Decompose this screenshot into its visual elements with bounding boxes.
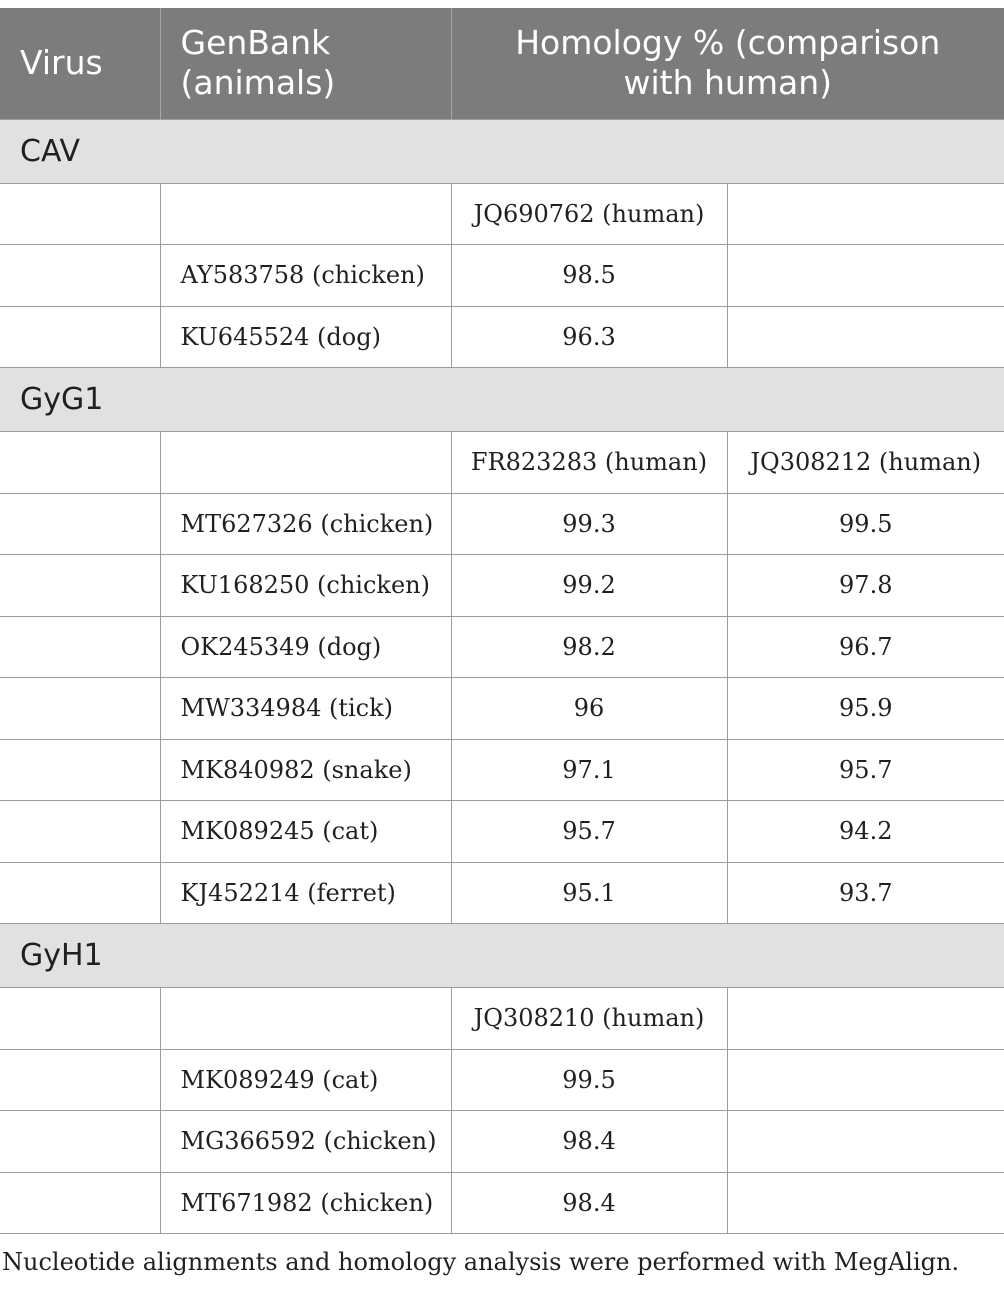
genbank-cell: MK089249 (cat) bbox=[160, 1049, 451, 1111]
genbank-cell: MK840982 (snake) bbox=[160, 739, 451, 801]
empty-cell bbox=[0, 1111, 160, 1173]
virus-group-row bbox=[0, 924, 1004, 988]
homology-value-cell bbox=[727, 1111, 1004, 1173]
table-row bbox=[0, 739, 1004, 801]
genbank-cell: MT671982 (chicken) bbox=[160, 1172, 451, 1234]
homology-column-header bbox=[451, 8, 1004, 119]
virus-group-name: GyG1 bbox=[0, 368, 1004, 432]
homology-value-cell: 98.2 bbox=[451, 616, 727, 678]
homology-table bbox=[0, 8, 1004, 1234]
empty-cell bbox=[0, 1049, 160, 1111]
empty-cell bbox=[160, 432, 451, 494]
reference-row bbox=[0, 988, 1004, 1050]
homology-value-cell: 97.8 bbox=[727, 555, 1004, 617]
reference-row bbox=[0, 432, 1004, 494]
table-row bbox=[0, 616, 1004, 678]
homology-value-cell: 96 bbox=[451, 678, 727, 740]
virus-group-name: GyH1 bbox=[0, 924, 1004, 988]
empty-cell bbox=[0, 739, 160, 801]
empty-cell bbox=[0, 988, 160, 1050]
reference-row bbox=[0, 183, 1004, 245]
virus-group-name: CAV bbox=[0, 119, 1004, 183]
genbank-cell: KJ452214 (ferret) bbox=[160, 862, 451, 924]
homology-value-cell: 99.5 bbox=[727, 493, 1004, 555]
homology-value-cell: 95.1 bbox=[451, 862, 727, 924]
table-row bbox=[0, 493, 1004, 555]
table-row bbox=[0, 555, 1004, 617]
empty-cell bbox=[0, 432, 160, 494]
table-header bbox=[0, 8, 1004, 119]
empty-cell bbox=[0, 245, 160, 307]
table-row bbox=[0, 1049, 1004, 1111]
human-reference-cell: FR823283 (human) bbox=[451, 432, 727, 494]
empty-cell bbox=[160, 988, 451, 1050]
homology-value-cell: 98.5 bbox=[451, 245, 727, 307]
homology-value-cell bbox=[727, 1049, 1004, 1111]
homology-value-cell: 99.2 bbox=[451, 555, 727, 617]
table-row bbox=[0, 306, 1004, 368]
empty-cell bbox=[0, 183, 160, 245]
empty-cell bbox=[160, 183, 451, 245]
genbank-cell: MK089245 (cat) bbox=[160, 801, 451, 863]
homology-value-cell: 95.9 bbox=[727, 678, 1004, 740]
empty-cell bbox=[0, 555, 160, 617]
homology-value-cell: 95.7 bbox=[727, 739, 1004, 801]
empty-cell bbox=[0, 493, 160, 555]
table-row bbox=[0, 1172, 1004, 1234]
homology-value-cell: 95.7 bbox=[451, 801, 727, 863]
empty-cell bbox=[0, 862, 160, 924]
homology-header-line-2: with human) bbox=[623, 63, 832, 103]
homology-value-cell: 99.3 bbox=[451, 493, 727, 555]
table-row bbox=[0, 801, 1004, 863]
empty-cell bbox=[0, 801, 160, 863]
homology-value-cell: 97.1 bbox=[451, 739, 727, 801]
homology-value-cell: 93.7 bbox=[727, 862, 1004, 924]
virus-group-row bbox=[0, 119, 1004, 183]
empty-cell bbox=[0, 306, 160, 368]
human-reference-cell bbox=[727, 183, 1004, 245]
table-footnote: Nucleotide alignments and homology analysis were performed with MegAlign. bbox=[2, 1248, 960, 1276]
homology-value-cell bbox=[727, 245, 1004, 307]
homology-value-cell bbox=[727, 306, 1004, 368]
genbank-cell: KU645524 (dog) bbox=[160, 306, 451, 368]
homology-value-cell bbox=[727, 1172, 1004, 1234]
genbank-header-line-2: (animals) bbox=[180, 63, 336, 103]
genbank-cell: OK245349 (dog) bbox=[160, 616, 451, 678]
genbank-cell: KU168250 (chicken) bbox=[160, 555, 451, 617]
homology-value-cell: 96.3 bbox=[451, 306, 727, 368]
table-row bbox=[0, 862, 1004, 924]
virus-group-row bbox=[0, 368, 1004, 432]
homology-value-cell: 98.4 bbox=[451, 1111, 727, 1173]
human-reference-cell: JQ308210 (human) bbox=[451, 988, 727, 1050]
table-row bbox=[0, 245, 1004, 307]
empty-cell bbox=[0, 616, 160, 678]
human-reference-cell bbox=[727, 988, 1004, 1050]
genbank-cell: AY583758 (chicken) bbox=[160, 245, 451, 307]
genbank-column-header bbox=[160, 8, 451, 119]
human-reference-cell: JQ308212 (human) bbox=[727, 432, 1004, 494]
homology-value-cell: 96.7 bbox=[727, 616, 1004, 678]
table-row bbox=[0, 678, 1004, 740]
empty-cell bbox=[0, 678, 160, 740]
homology-value-cell: 94.2 bbox=[727, 801, 1004, 863]
header-row bbox=[0, 8, 1004, 119]
table-row bbox=[0, 1111, 1004, 1173]
table-body bbox=[0, 119, 1004, 1234]
genbank-cell: MG366592 (chicken) bbox=[160, 1111, 451, 1173]
genbank-header-line-1: GenBank bbox=[180, 23, 331, 63]
empty-cell bbox=[0, 1172, 160, 1234]
human-reference-cell: JQ690762 (human) bbox=[451, 183, 727, 245]
homology-header-line-1: Homology % (comparison bbox=[515, 23, 941, 63]
genbank-cell: MW334984 (tick) bbox=[160, 678, 451, 740]
homology-value-cell: 98.4 bbox=[451, 1172, 727, 1234]
virus-column-header: Virus bbox=[0, 8, 160, 119]
genbank-cell: MT627326 (chicken) bbox=[160, 493, 451, 555]
homology-value-cell: 99.5 bbox=[451, 1049, 727, 1111]
